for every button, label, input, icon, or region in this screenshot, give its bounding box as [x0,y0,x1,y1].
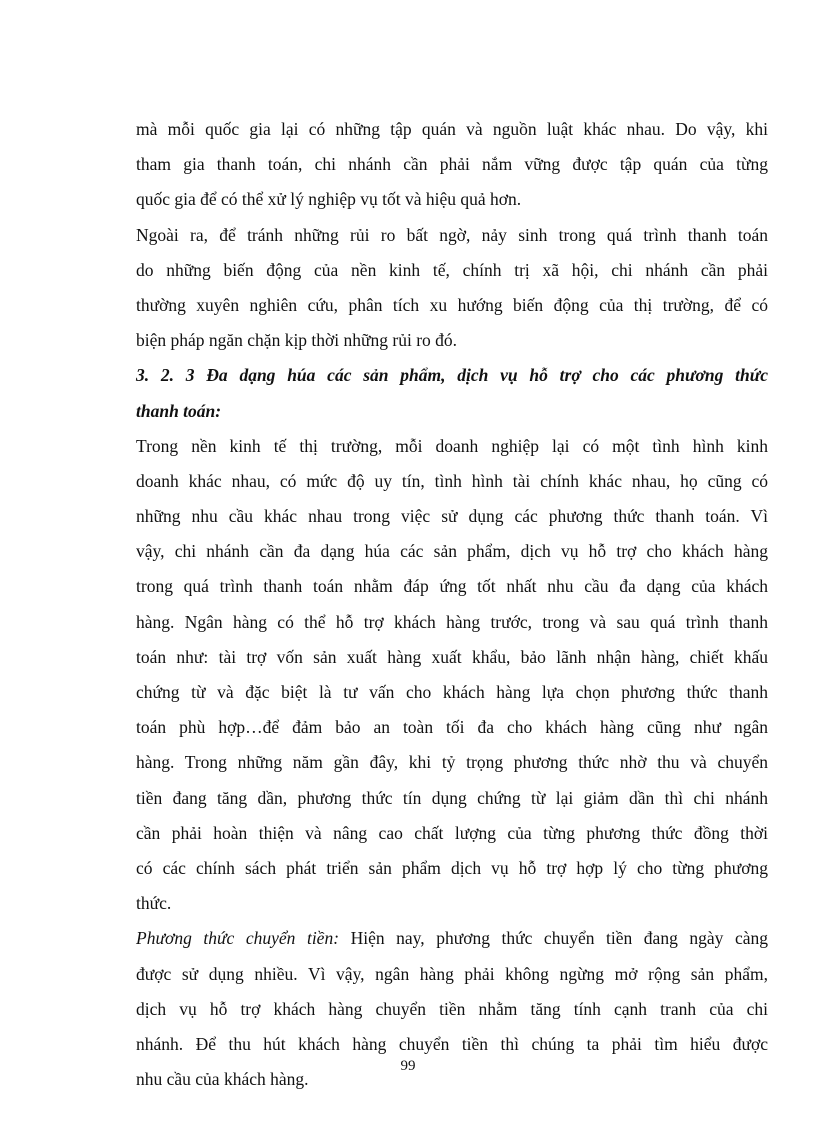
heading-line: 3. 2. 3 Đa dạng húa các sản phẩm, dịch vụ hỗ trợ cho các phương thức [136,365,768,386]
text-line: Ngoài ra, để tránh những rủi ro bất ngờ, nảy sinh trong quá trình thanh toán [136,224,768,245]
text-line: có các chính sách phát triển sản phẩm dịch vụ hỗ trợ hợp lý cho từng phương [136,857,768,878]
paragraph-2 [136,218,768,359]
text-line: nhu cầu của khách hàng. [136,1069,309,1090]
text-line: Trong nền kinh tế thị trường, mỗi doanh nghiệp lại có một tình hình kinh [136,435,768,456]
body-text [136,112,768,1097]
text-line: biện pháp ngăn chặn kịp thời những rủi ro đó. [136,330,458,351]
text-line: toán phù hợp…để đảm bảo an toàn tối đa cho khách hàng cũng như ngân [136,717,768,738]
text-line: vậy, chi nhánh cần đa dạng húa các sản phẩm, dịch vụ hỗ trợ cho khách hàng [136,541,768,562]
paragraph-1 [136,112,768,218]
text-line: trong quá trình thanh toán nhằm đáp ứng tốt nhất nhu cầu đa dạng của khách [136,576,768,597]
text-line: hàng. Ngân hàng có thể hỗ trợ khách hàng trước, trong và sau quá trình thanh [136,611,768,632]
text-line: cần phải hoàn thiện và nâng cao chất lượng của từng phương thức đồng thời [136,822,768,843]
page-number: 99 [400,1058,416,1074]
text-line: thức. [136,893,172,914]
text-line: những nhu cầu khác nhau trong việc sử dụng các phương thức thanh toán. Vì [136,506,768,527]
text-line: tiền đang tăng dần, phương thức tín dụng chứng từ lại giảm dần thì chi nhánh [136,787,768,808]
text-line: thường xuyên nghiên cứu, phân tích xu hướng biến động của thị trường, để có [136,294,768,315]
text-line: nhánh. Để thu hút khách hàng chuyển tiền thì chúng ta phải tìm hiểu được [136,1033,768,1054]
text-line: hàng. Trong những năm gần đây, khi tỷ trọng phương thức nhờ thu và chuyển [136,752,768,773]
text-line: được sử dụng nhiều. Vì vậy, ngân hàng phải không ngừng mở rộng sản phẩm, [136,963,768,984]
paragraph-3 [136,429,768,922]
text-line [136,921,768,956]
text-line: do những biến động của nền kinh tế, chính trị xã hội, chi nhánh cần phải [136,259,768,280]
text-line: mà mỗi quốc gia lại có những tập quán và nguồn luật khác nhau. Do vậy, khi [136,119,768,139]
heading-line: thanh toán: [136,400,222,421]
text-line: tham gia thanh toán, chi nhánh cần phải nắm vững được tập quán của từng [136,154,768,175]
text-line: toán như: tài trợ vốn sản xuất hàng xuất khẩu, bảo lãnh nhận hàng, chiết khấu [136,646,768,667]
text-run: Hiện nay, phương thức chuyển tiền đang ngày càng [339,928,768,949]
text-line: quốc gia để có thể xử lý nghiệp vụ tốt và hiệu quả hơn. [136,189,522,210]
paragraph-lead-term: Phương thức chuyển tiền: [136,928,340,949]
text-line: chứng từ và đặc biệt là tư vấn cho khách hàng lựa chọn phương thức thanh [136,682,768,702]
text-line: doanh khác nhau, có mức độ uy tín, tình hình tài chính khác nhau, họ cũng có [136,470,768,491]
section-heading [136,358,768,428]
text-line: dịch vụ hỗ trợ khách hàng chuyển tiền nhằm tăng tính cạnh tranh của chi [136,998,768,1019]
